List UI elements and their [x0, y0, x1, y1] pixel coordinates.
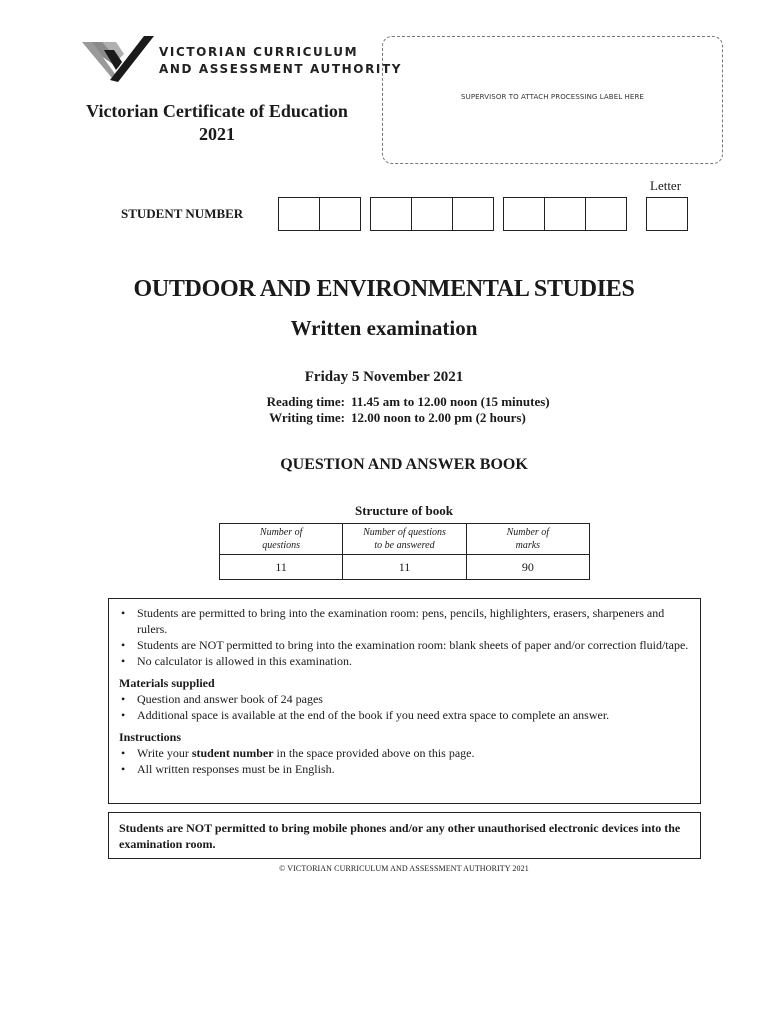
student-number-group-1	[278, 197, 361, 231]
permitted-list	[119, 605, 690, 669]
questions-to-answer: 11	[343, 555, 466, 580]
logo-line-2: AND ASSESSMENT AUTHORITY	[159, 62, 403, 76]
instructions-list	[119, 745, 690, 777]
structure-header-cell	[220, 524, 343, 555]
student-number-digit-box[interactable]	[452, 197, 494, 231]
instructions-heading: Instructions	[119, 730, 182, 744]
mobile-phone-warning: Students are NOT permitted to bring mobile phones and/or any other unauthorised electronic devices into the examination room.	[108, 812, 701, 859]
student-number-digit-box[interactable]	[370, 197, 412, 231]
list-item	[119, 745, 690, 761]
list-item: • Students are permitted to bring into the examination room: pens, pencils, highlighters, erasers, sharpeners and rulers.	[119, 605, 690, 637]
exam-date: Friday 5 November 2021	[304, 369, 464, 385]
list-item: • All written responses must be in English.	[119, 761, 690, 777]
letter-label: Letter	[650, 178, 682, 193]
header-line: Number of	[506, 527, 550, 538]
logo-line-1: VICTORIAN CURRICULUM	[159, 45, 359, 59]
structure-table	[219, 523, 590, 580]
list-item: • Question and answer book of 24 pages	[119, 691, 690, 707]
supervisor-label-area	[382, 36, 723, 164]
structure-header-cell	[343, 524, 466, 555]
certificate-heading	[76, 100, 358, 146]
copyright-notice: © VICTORIAN CURRICULUM AND ASSESSMENT AUTHORITY 2021	[279, 864, 529, 873]
header-line: to be answered	[374, 540, 435, 551]
instr-text: Write your	[137, 746, 192, 760]
instr-bold-text: student number	[191, 746, 274, 760]
structure-title: Structure of book	[355, 503, 453, 518]
student-number-digit-box[interactable]	[544, 197, 586, 231]
header-line: questions	[262, 540, 301, 551]
header-line: Number of	[259, 527, 303, 538]
exam-subtitle: Written examination	[290, 316, 478, 340]
student-number-digit-box[interactable]	[411, 197, 453, 231]
certificate-title: Victorian Certificate of Education	[86, 101, 348, 121]
student-number-digit-box[interactable]	[319, 197, 361, 231]
supervisor-label-text: SUPERVISOR TO ATTACH PROCESSING LABEL HERE	[461, 93, 644, 101]
student-number-letter-group	[646, 197, 688, 231]
student-number-letter-box[interactable]	[646, 197, 688, 231]
exam-times	[200, 394, 620, 426]
student-number-digit-box[interactable]	[585, 197, 627, 231]
questions-count: 11	[220, 555, 343, 580]
student-number-digit-box[interactable]	[503, 197, 545, 231]
vcaa-logo-icon	[82, 36, 162, 82]
instr-text: in the space provided above on this page.	[273, 746, 475, 760]
subject-title: OUTDOOR AND ENVIRONMENTAL STUDIES	[133, 276, 635, 302]
structure-header-cell	[466, 524, 589, 555]
structure-value-row	[220, 555, 590, 580]
certificate-year: 2021	[199, 124, 235, 144]
list-item: • No calculator is allowed in this examination.	[119, 653, 690, 669]
structure-header-row	[220, 524, 590, 555]
student-number-digit-box[interactable]	[278, 197, 320, 231]
reading-time-value: 11.45 am to 12.00 noon (15 minutes)	[351, 394, 550, 409]
book-title: QUESTION AND ANSWER BOOK	[280, 456, 528, 473]
header-line: marks	[515, 540, 541, 551]
writing-time-label: Writing time:	[269, 410, 345, 425]
list-item: • Additional space is available at the end of the book if you need extra space to complete an answer.	[119, 707, 690, 723]
list-item: • Students are NOT permitted to bring into the examination room: blank sheets of paper and/or correction fluid/tape.	[119, 637, 690, 653]
materials-list	[119, 691, 690, 723]
student-number-label: STUDENT NUMBER	[121, 206, 244, 221]
vcaa-logo	[82, 36, 403, 82]
header-line: Number of questions	[363, 527, 446, 538]
reading-time-label: Reading time:	[266, 394, 345, 409]
instructions-box	[108, 598, 701, 804]
student-number-group-3	[503, 197, 627, 231]
student-number-group-2	[370, 197, 494, 231]
marks-count: 90	[466, 555, 589, 580]
writing-time-value: 12.00 noon to 2.00 pm (2 hours)	[351, 410, 526, 425]
materials-heading: Materials supplied	[119, 676, 215, 690]
